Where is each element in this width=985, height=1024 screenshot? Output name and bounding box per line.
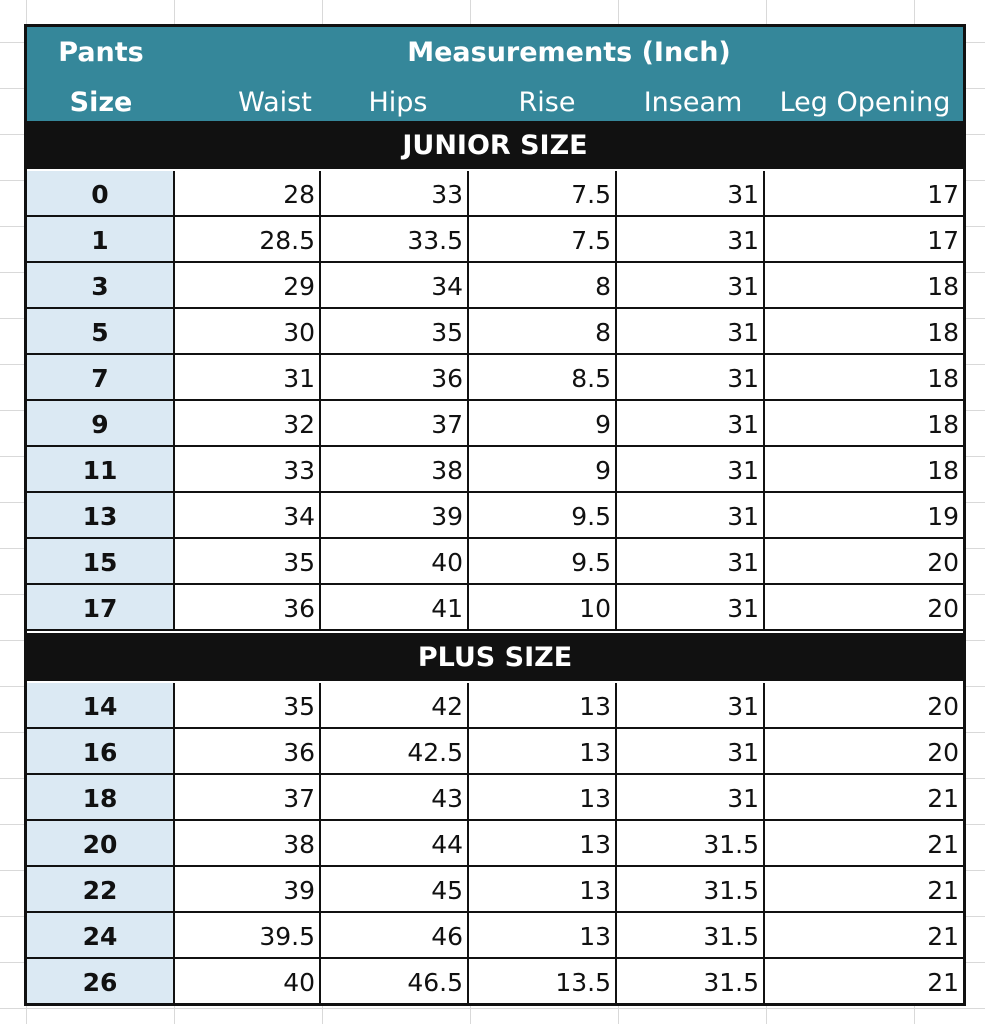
hips-cell: 36 — [321, 355, 469, 399]
hips-cell: 33 — [321, 171, 469, 215]
leg-opening-cell: 21 — [927, 830, 959, 859]
inseam-cell: 31 — [617, 585, 765, 629]
section-header: JUNIOR SIZE — [27, 121, 963, 169]
hips-cell: 46 — [321, 913, 469, 957]
leg-opening-cell: 20 — [927, 738, 959, 767]
inseam-cell: 31 — [617, 263, 765, 307]
table-row — [27, 401, 963, 447]
size-cell: 24 — [27, 913, 175, 957]
hips-cell: 40 — [321, 539, 469, 583]
hips-cell: 45 — [321, 867, 469, 911]
column-header-hips: Hips — [368, 87, 428, 118]
leg-opening-cell: 18 — [927, 410, 959, 439]
hips-cell: 44 — [321, 821, 469, 865]
waist-cell: 28 — [175, 171, 321, 215]
hips-cell: 42 — [321, 683, 469, 727]
waist-cell: 37 — [175, 775, 321, 819]
waist-cell: 28.5 — [175, 217, 321, 261]
waist-cell: 39 — [175, 867, 321, 911]
waist-cell: 38 — [175, 821, 321, 865]
table-row — [27, 821, 963, 867]
rise-cell: 13 — [469, 821, 617, 865]
hips-cell: 43 — [321, 775, 469, 819]
size-cell: 3 — [27, 263, 175, 307]
leg-opening-cell: 21 — [927, 784, 959, 813]
column-header-leg-opening: Leg Opening — [779, 87, 951, 118]
hips-cell: 34 — [321, 263, 469, 307]
inseam-cell: 31.5 — [617, 867, 765, 911]
table-row — [27, 913, 963, 959]
column-header-waist: Waist — [238, 87, 312, 118]
size-header-label: Size — [69, 87, 133, 118]
table-row — [27, 447, 963, 493]
waist-cell: 29 — [175, 263, 321, 307]
inseam-cell: 31 — [617, 217, 765, 261]
leg-opening-cell: 17 — [927, 180, 959, 209]
inseam-cell: 31 — [617, 539, 765, 583]
leg-opening-cell: 20 — [927, 692, 959, 721]
table-row — [27, 493, 963, 539]
leg-opening-cell: 20 — [927, 594, 959, 623]
size-cell: 22 — [27, 867, 175, 911]
table-row — [27, 217, 963, 263]
rise-cell: 7.5 — [469, 217, 617, 261]
size-cell: 11 — [27, 447, 175, 491]
size-cell: 26 — [27, 959, 175, 1003]
inseam-cell: 31 — [617, 729, 765, 773]
size-cell: 16 — [27, 729, 175, 773]
rise-cell: 7.5 — [469, 171, 617, 215]
hips-cell: 35 — [321, 309, 469, 353]
waist-cell: 36 — [175, 729, 321, 773]
table-row — [27, 775, 963, 821]
inseam-cell: 31.5 — [617, 821, 765, 865]
inseam-cell: 31 — [617, 775, 765, 819]
column-header-inseam: Inseam — [643, 87, 743, 118]
rise-cell: 10 — [469, 585, 617, 629]
rise-cell: 13 — [469, 867, 617, 911]
rise-cell: 8.5 — [469, 355, 617, 399]
size-cell: 18 — [27, 775, 175, 819]
table-row — [27, 309, 963, 355]
measurements-header-label: Measurements (Inch) — [407, 37, 731, 68]
inseam-cell: 31.5 — [617, 959, 765, 1003]
waist-cell: 36 — [175, 585, 321, 629]
inseam-cell: 31.5 — [617, 913, 765, 957]
hips-cell: 37 — [321, 401, 469, 445]
table-row — [27, 867, 963, 913]
leg-opening-cell: 21 — [927, 968, 959, 997]
table-row — [27, 729, 963, 775]
waist-cell: 31 — [175, 355, 321, 399]
size-cell: 9 — [27, 401, 175, 445]
table-header — [27, 27, 963, 121]
waist-cell: 35 — [175, 539, 321, 583]
pants-header-label: Pants — [58, 37, 144, 68]
rise-cell: 8 — [469, 263, 617, 307]
hips-cell: 42.5 — [321, 729, 469, 773]
size-cell: 0 — [27, 171, 175, 215]
table-row — [27, 171, 963, 217]
inseam-cell: 31 — [617, 683, 765, 727]
size-cell: 13 — [27, 493, 175, 537]
leg-opening-cell: 18 — [927, 364, 959, 393]
waist-cell: 40 — [175, 959, 321, 1003]
rise-cell: 9 — [469, 447, 617, 491]
leg-opening-cell: 21 — [927, 922, 959, 951]
inseam-cell: 31 — [617, 447, 765, 491]
waist-cell: 33 — [175, 447, 321, 491]
section-header: PLUS SIZE — [27, 633, 963, 681]
table-row — [27, 539, 963, 585]
leg-opening-cell: 19 — [927, 502, 959, 531]
rise-cell: 13.5 — [469, 959, 617, 1003]
table-row — [27, 263, 963, 309]
hips-cell: 41 — [321, 585, 469, 629]
leg-opening-cell: 21 — [927, 876, 959, 905]
size-cell: 1 — [27, 217, 175, 261]
waist-cell: 30 — [175, 309, 321, 353]
inseam-cell: 31 — [617, 493, 765, 537]
size-cell: 14 — [27, 683, 175, 727]
waist-cell: 35 — [175, 683, 321, 727]
size-cell: 15 — [27, 539, 175, 583]
leg-opening-cell: 18 — [927, 272, 959, 301]
leg-opening-cell: 18 — [927, 456, 959, 485]
table-row — [27, 355, 963, 401]
size-cell: 5 — [27, 309, 175, 353]
table-row — [27, 585, 963, 631]
leg-opening-cell: 20 — [927, 548, 959, 577]
rise-cell: 13 — [469, 775, 617, 819]
hips-cell: 38 — [321, 447, 469, 491]
hips-cell: 46.5 — [321, 959, 469, 1003]
table-row — [27, 683, 963, 729]
table-row — [27, 959, 963, 1005]
rise-cell: 9.5 — [469, 539, 617, 583]
column-header-rise: Rise — [518, 87, 576, 118]
hips-cell: 39 — [321, 493, 469, 537]
hips-cell: 33.5 — [321, 217, 469, 261]
inseam-cell: 31 — [617, 401, 765, 445]
rise-cell: 13 — [469, 729, 617, 773]
rise-cell: 13 — [469, 683, 617, 727]
size-cell: 20 — [27, 821, 175, 865]
leg-opening-cell: 17 — [927, 226, 959, 255]
inseam-cell: 31 — [617, 171, 765, 215]
leg-opening-cell: 18 — [927, 318, 959, 347]
rise-cell: 8 — [469, 309, 617, 353]
size-cell: 7 — [27, 355, 175, 399]
rise-cell: 9.5 — [469, 493, 617, 537]
size-cell: 17 — [27, 585, 175, 629]
inseam-cell: 31 — [617, 355, 765, 399]
rise-cell: 9 — [469, 401, 617, 445]
rise-cell: 13 — [469, 913, 617, 957]
waist-cell: 32 — [175, 401, 321, 445]
size-chart-table — [24, 24, 966, 1006]
waist-cell: 34 — [175, 493, 321, 537]
inseam-cell: 31 — [617, 309, 765, 353]
waist-cell: 39.5 — [175, 913, 321, 957]
